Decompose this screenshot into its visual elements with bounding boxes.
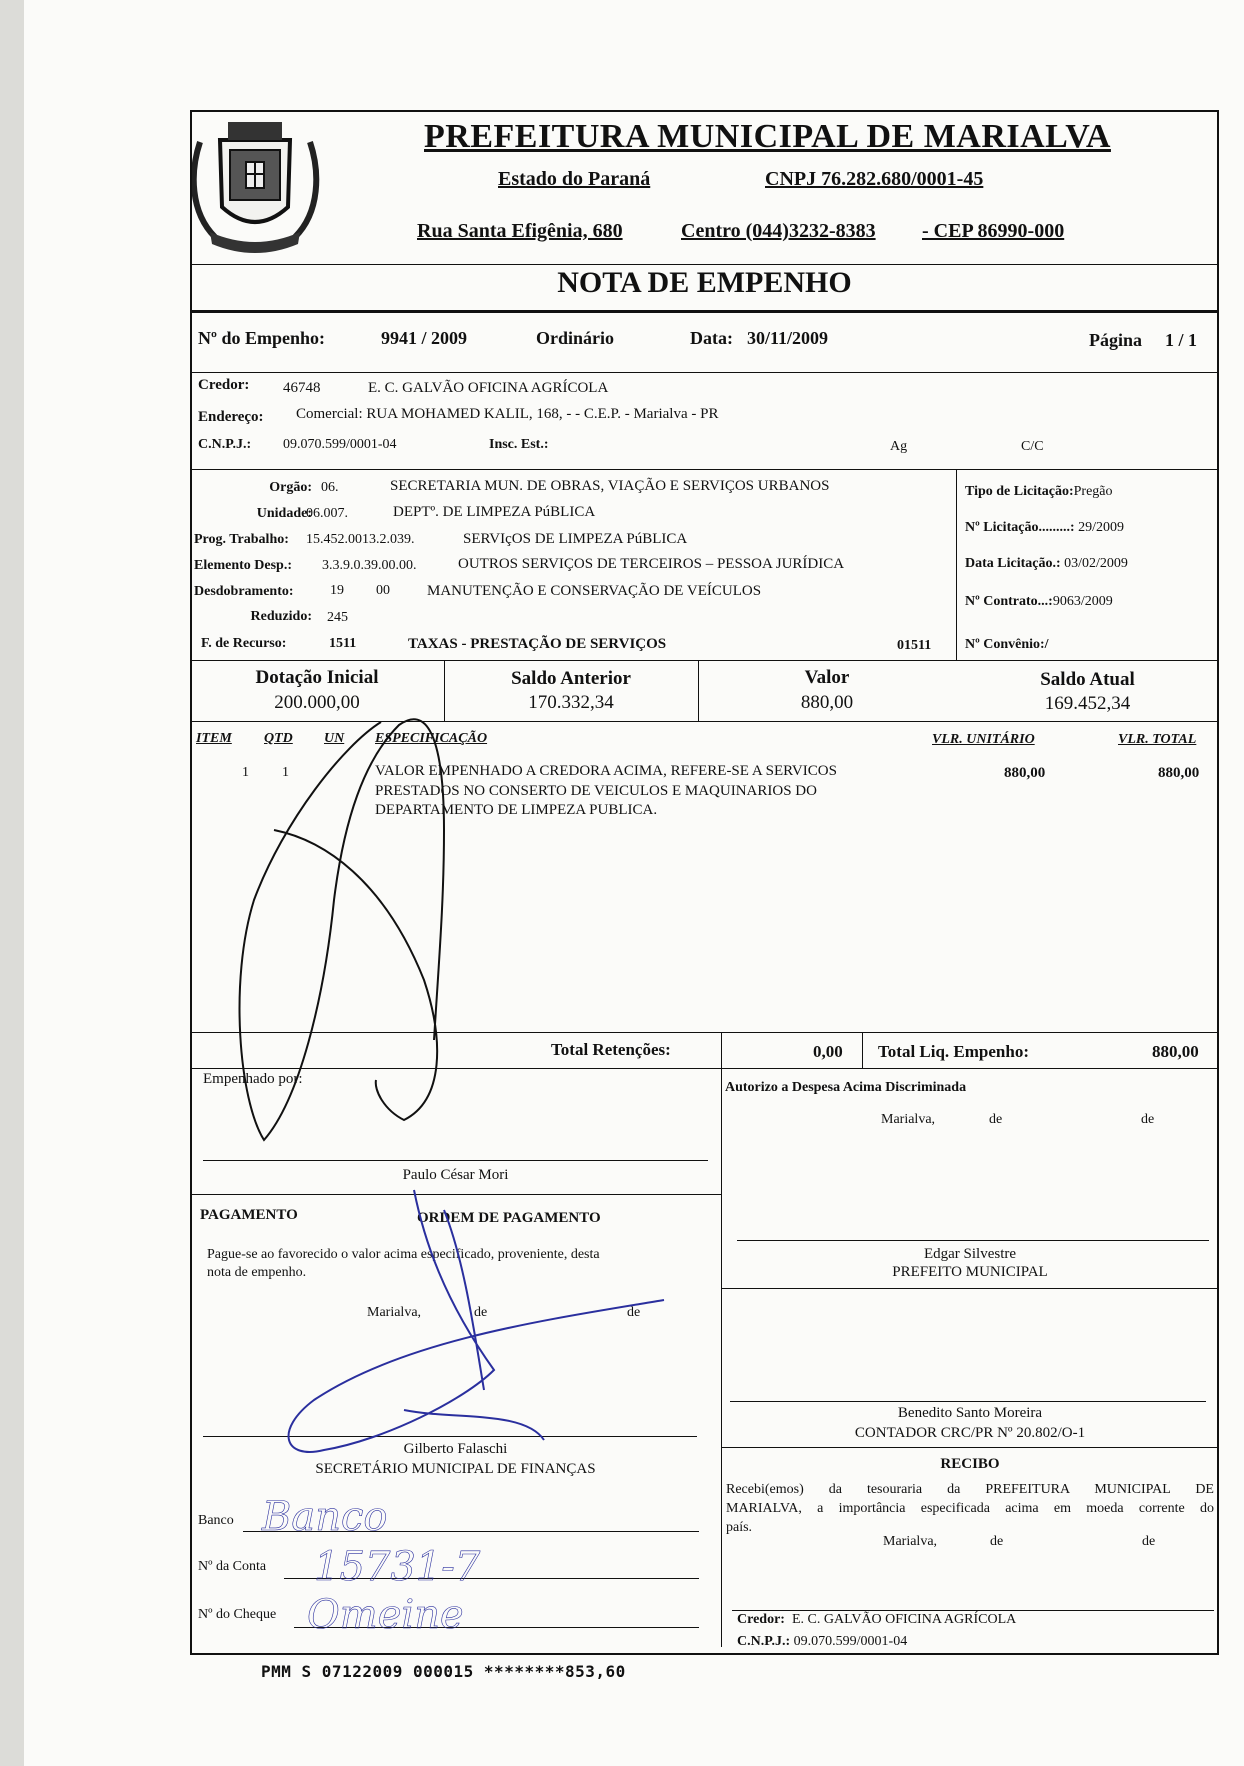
unidade-code: 06.007.	[306, 506, 348, 521]
col-item: ITEM	[196, 731, 232, 746]
aut-city: Marialva,	[881, 1112, 936, 1127]
empenho-date-label: Data:	[690, 328, 733, 348]
dotacao-label: Dotação Inicial	[255, 667, 379, 688]
desd-code2: 00	[376, 583, 390, 598]
payment-stamp: PMM S 07122009 000015 ********853,60	[261, 1662, 626, 1681]
credor-code: 46748	[283, 380, 321, 396]
item-number: 1	[242, 765, 249, 780]
col-vlr-total: VLR. TOTAL	[1118, 732, 1197, 747]
desd-label: Desdobramento:	[194, 584, 294, 599]
rec-de1: de	[990, 1534, 1004, 1549]
item-qtd: 1	[282, 765, 289, 780]
recibo-line3: país.	[726, 1520, 753, 1535]
credor-label: Credor:	[198, 377, 250, 393]
elem-code: 3.3.9.0.39.00.00.	[322, 558, 417, 573]
convenio-label: Nº Convênio:/	[965, 637, 1049, 652]
prefeito-name: Edgar Silvestre	[923, 1246, 1017, 1262]
prog-label: Prog. Trabalho:	[194, 532, 289, 547]
recibo-credor-label: Credor:	[737, 1612, 785, 1627]
pagamento-label: PAGAMENTO	[200, 1207, 298, 1223]
tipo-licitacao-label: Tipo de Licitação:	[965, 484, 1074, 499]
orgao-code: 06.	[321, 480, 339, 495]
col-especificacao: ESPECIFICAÇÃO	[375, 731, 488, 746]
item-unit-value: 880,00	[1004, 765, 1046, 781]
empenhado-label: Empenhado por:	[203, 1071, 303, 1087]
unidade-name: DEPTº. DE LIMPEZA PúBLICA	[393, 504, 596, 520]
empenho-number-label: Nº do Empenho:	[198, 328, 325, 348]
document-page	[24, 0, 1244, 1766]
cc-label: C/C	[1021, 439, 1044, 454]
recibo-line1: Recebi(emos) da tesouraria da PREFEITURA MUNICIPAL DE	[726, 1482, 1214, 1497]
secretario-title: SECRETÁRIO MUNICIPAL DE FINANÇAS	[315, 1461, 596, 1477]
aut-de2: de	[1141, 1112, 1155, 1127]
cep-label: - CEP 86990-000	[922, 220, 1065, 242]
pague-se-line2: nota de empenho.	[207, 1265, 307, 1280]
credor-name: E. C. GALVÃO OFICINA AGRÍCOLA	[368, 380, 609, 396]
recurso-name: TAXAS - PRESTAÇÃO DE SERVIÇOS	[408, 636, 667, 652]
address-label: Rua Santa Efigênia, 680	[417, 220, 623, 242]
valor-value: 880,00	[800, 692, 854, 713]
reduzido-label: Reduzido:	[250, 609, 312, 624]
total-liquido-label: Total Liq. Empenho:	[878, 1042, 1029, 1061]
contact-label: Centro (044)3232-8383	[681, 220, 876, 242]
empenho-number: 9941 / 2009	[381, 328, 468, 348]
col-qtd: QTD	[264, 731, 293, 746]
item-spec-line3: DEPARTAMENTO DE LIMPEZA PUBLICA.	[375, 802, 658, 818]
valor-label: Valor	[804, 667, 850, 688]
page-title: PREFEITURA MUNICIPAL DE MARIALVA	[424, 118, 1111, 155]
licitacao-data-label: Data Licitação.:	[965, 556, 1061, 571]
item-spec-line1: VALOR EMPENHADO A CREDORA ACIMA, REFERE-SE A SERVICOS	[375, 763, 837, 779]
pag-city: Marialva,	[367, 1305, 422, 1320]
autorizo-label: Autorizo a Despesa Acima Discriminada	[725, 1080, 967, 1095]
saldo-anterior-label: Saldo Anterior	[511, 668, 631, 689]
licitacao-num: 29/2009	[1078, 520, 1124, 535]
empenho-date: 30/11/2009	[747, 328, 829, 348]
ordem-pagamento-label: ORDEM DE PAGAMENTO	[417, 1210, 601, 1226]
retencoes-value: 0,00	[813, 1042, 843, 1061]
recurso-label: F. de Recurso:	[201, 636, 287, 651]
saldo-atual-label: Saldo Atual	[1040, 669, 1135, 690]
recibo-line2: MARIALVA, a importância especificada acima em moeda corrente do	[726, 1501, 1214, 1516]
recibo-cnpj-label: C.N.P.J.:	[737, 1634, 791, 1649]
total-liquido-value: 880,00	[1152, 1042, 1199, 1061]
empenho-type: Ordinário	[536, 328, 615, 348]
contrato-label: Nº Contrato...:	[965, 594, 1053, 609]
secretario-name: Gilberto Falaschi	[403, 1441, 508, 1457]
saldo-anterior-value: 170.332,34	[528, 692, 614, 713]
rec-de2: de	[1142, 1534, 1156, 1549]
licitacao-data: 03/02/2009	[1064, 556, 1128, 571]
unidade-label: Unidade:	[256, 506, 312, 521]
cnpj-label: CNPJ 76.282.680/0001-45	[765, 168, 984, 190]
recurso-code2: 01511	[897, 638, 932, 653]
banco-label: Banco	[198, 1513, 234, 1528]
item-total-value: 880,00	[1158, 765, 1200, 781]
contador-title: CONTADOR CRC/PR Nº 20.802/O-1	[854, 1425, 1086, 1441]
desd-code1: 19	[330, 583, 344, 598]
licitacao-num-label: Nº Licitação.........:	[965, 520, 1075, 535]
prog-code: 15.452.0013.2.039.	[306, 532, 415, 547]
dotacao-value: 200.000,00	[274, 692, 360, 713]
prog-name: SERVIçOS DE LIMPEZA PúBLICA	[463, 531, 688, 547]
credor-address: Comercial: RUA MOHAMED KALIL, 168, - - C.E.P. - Marialva - PR	[296, 406, 719, 422]
retencoes-label: Total Retenções:	[551, 1040, 671, 1059]
contador-name: Benedito Santo Moreira	[897, 1405, 1043, 1421]
signature-ink-overlay	[24, 0, 1244, 1766]
state-label: Estado do Paraná	[498, 168, 651, 190]
aut-de1: de	[989, 1112, 1003, 1127]
col-vlr-unitario: VLR. UNITÁRIO	[932, 732, 1035, 747]
item-spec-line2: PRESTADOS NO CONSERTO DE VEICULOS E MAQUINARIOS DO	[375, 783, 817, 799]
saldo-atual-value: 169.452,34	[1044, 693, 1131, 714]
pag-de1: de	[474, 1305, 488, 1320]
credor-cnpj-label: C.N.P.J.:	[198, 437, 252, 452]
prefeito-title: PREFEITO MUNICIPAL	[892, 1264, 1048, 1280]
rec-city: Marialva,	[883, 1534, 938, 1549]
tipo-licitacao: Pregão	[1073, 484, 1113, 499]
elem-label: Elemento Desp.:	[194, 558, 292, 573]
pag-de2: de	[627, 1305, 641, 1320]
desd-name: MANUTENÇÃO E CONSERVAÇÃO DE VEÍCULOS	[427, 583, 762, 599]
conta-label: Nº da Conta	[198, 1559, 267, 1574]
ag-label: Ag	[890, 439, 908, 454]
credor-cnpj: 09.070.599/0001-04	[283, 437, 397, 452]
orgao-name: SECRETARIA MUN. DE OBRAS, VIAÇÃO E SERVIÇOS URBANOS	[390, 478, 830, 494]
doc-title: NOTA DE EMPENHO	[557, 266, 852, 299]
recurso-code: 1511	[329, 636, 357, 651]
empenhado-name: Paulo César Mori	[402, 1167, 509, 1183]
credor-address-label: Endereço:	[198, 409, 264, 425]
recibo-credor-name: E. C. GALVÃO OFICINA AGRÍCOLA	[791, 1612, 1017, 1627]
cheque-handwriting: Omeine	[307, 1592, 464, 1638]
orgao-label: Orgão:	[269, 480, 312, 495]
reduzido-code: 245	[327, 610, 348, 625]
recibo-cnpj: 09.070.599/0001-04	[793, 1634, 908, 1649]
insc-est-label: Insc. Est.:	[489, 437, 549, 452]
page-number: 1 / 1	[1165, 330, 1198, 350]
col-un: UN	[324, 731, 345, 746]
contrato-num: 9063/2009	[1052, 594, 1113, 609]
elem-name: OUTROS SERVIÇOS DE TERCEIROS – PESSOA JURÍDICA	[458, 556, 845, 572]
banco-handwriting: Banco	[262, 1494, 388, 1540]
pague-se-line1: Pague-se ao favorecido o valor acima especificado, proveniente, desta	[207, 1247, 600, 1262]
conta-handwriting: 15731-7	[314, 1544, 481, 1590]
page-number-label: Página	[1089, 330, 1143, 350]
recibo-label: RECIBO	[940, 1456, 1000, 1472]
cheque-label: Nº do Cheque	[198, 1607, 277, 1622]
